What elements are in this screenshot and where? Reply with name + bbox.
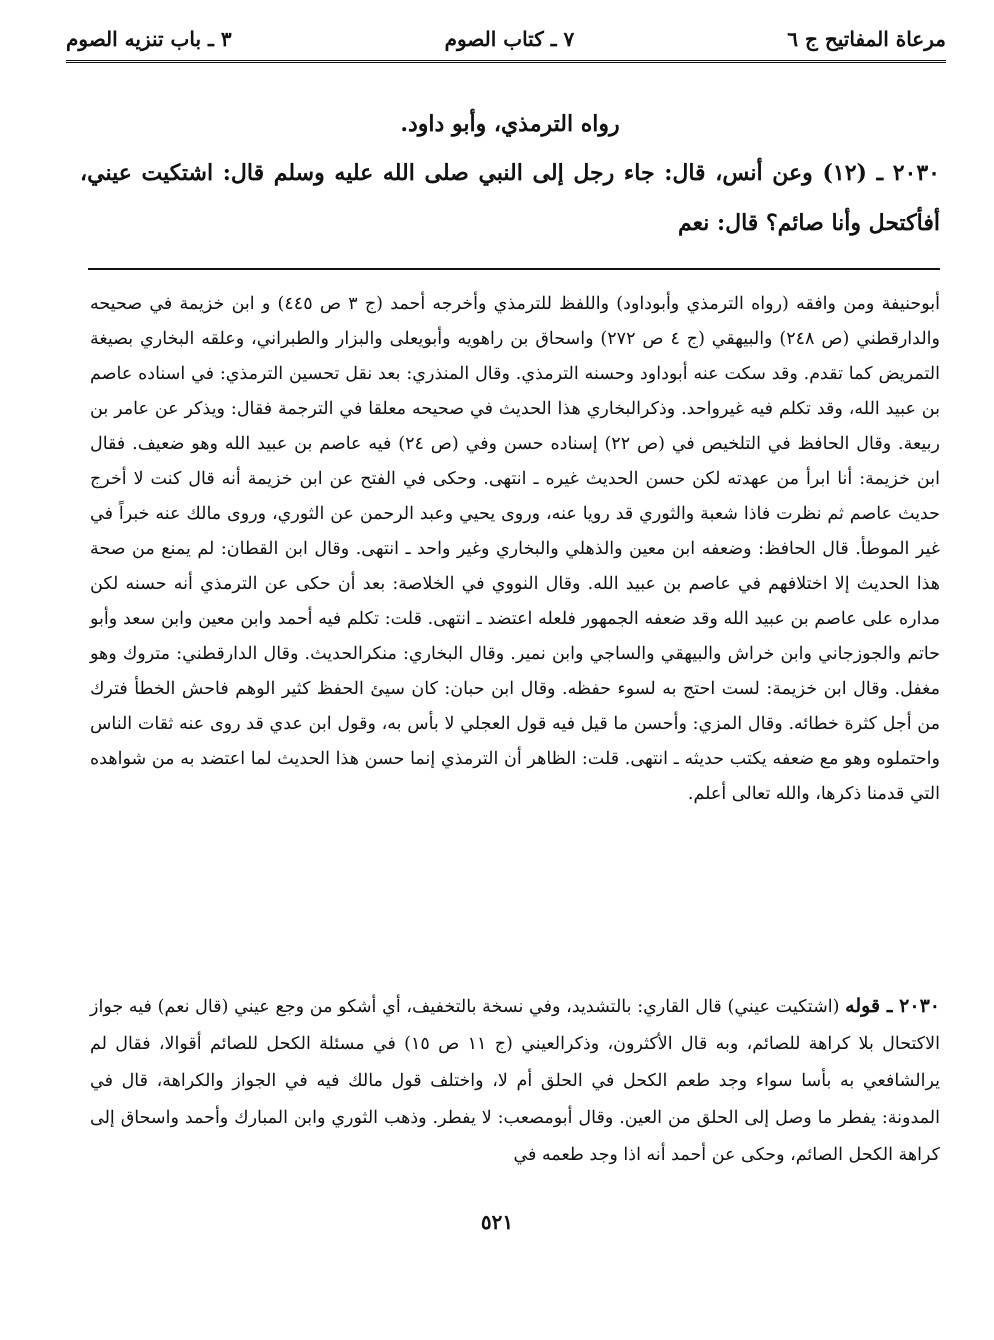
commentary-block: [90, 988, 940, 1174]
hadith-reference: رواه الترمذي، وأبو داود.: [400, 111, 620, 137]
hadith-number: ٢٠٣٠ ـ (١٢): [822, 160, 940, 186]
commentary-text: (اشتكيت عيني) قال القاري: بالتشديد، وفي نسخة بالتخفيف، أي أشكو من وجع عيني (قال نعم) فيه جواز الاكتحال بلا كراهة للصائم، وبه قال الأكثرون، وذكرالعيني (ج ١١ ص ١٥) في مسئلة الكحل للصائم أقوالا، فقال لم يرالشافعي به بأسا سواء وجد طعم الكحل في الحلق أم لا، واختلف قول مالك فيه في الجواز والكراهة، قال في المدونة: يفطر ما وصل إلى الحلق من العين. وقال أبومصعب: لا يفطر. وذهب الثوري وابن المبارك وأحمد واسحاق إلى كراهة الكحل الصائم، وحكى عن أحمد أنه اذا وجد طعمه في: [90, 997, 940, 1165]
section-separator: [88, 268, 940, 270]
commentary-lead: ٢٠٣٠ ـ قوله: [845, 995, 940, 1017]
header-rule: [66, 60, 946, 63]
takhrij-notes: [90, 287, 940, 812]
header-book-title: مرعاة المفاتيح ج ٦: [787, 27, 946, 51]
commentary-paragraph: [90, 988, 940, 1174]
header-section: ٣ ـ باب تنزيه الصوم: [66, 27, 232, 51]
running-header: [66, 18, 946, 60]
page-number: ٥٢١: [480, 1210, 514, 1234]
header-chapter: ٧ ـ كتاب الصوم: [444, 27, 575, 51]
notes-text: أبوحنيفة ومن وافقه (رواه الترمذي وأبوداود) واللفظ للترمذي وأخرجه أحمد (ج ٣ ص ٤٤٥) و ابن خزيمة في صحيحه والدارقطني (ص ٢٤٨) والبيهقي (ج ٤ ص ٢٧٢) واسحاق بن راهويه وأبويعلى والبزار والطبراني، وعلقه البخاري بصيغة التمريض كما تقدم. وقد سكت عنه أبوداود وحسنه الترمذي. وقال المنذري: بعد نقل تحسين الترمذي: في اسناده عاصم بن عبيد الله، وقد تكلم فيه غيرواحد. وذكرالبخاري هذا الحديث في صحيحه معلقا في الترجمة فقال: ويذكر عن عامر بن ربيعة. وقال الحافظ في التلخيص في (ص ٢٢) إسناده حسن وفي (ص ٢٤) فيه عاصم بن عبيد الله وهو ضعيف. فقال ابن خزيمة: أنا ابرأ من عهدته لكن حسن الحديث غيره ـ انتهى. وحكى في الفتح عن ابن خزيمة أنه قال كنت لا أخرج حديث عاصم ثم نظرت فاذا شعبة والثوري قد رويا عنه، وروى يحيي وعبد الرحمن عن الثوري، وروى مالك عنه خبراً في غير الموطأ. قال الحافظ: وضعفه ابن معين والذهلي والبخاري وغير واحد ـ انتهى. وقال ابن القطان: لم يمنع من صحة هذا الحديث إلا اختلافهم في عاصم بن عبيد الله. وقال النووي في الخلاصة: بعد أن حكى عن الترمذي أنه حسنه لكن مداره على عاصم بن عبيد الله وقد ضعفه الجمهور فلعله اعتضد ـ انتهى. قلت: تكلم فيه أحمد وابن معين وابن سعد وأبو حاتم والجوزجاني وابن خراش والبيهقي والساجي وابن نمير. وقال البخاري: منكرالحديث. وقال الدارقطني: متروك وهو مغفل. وقال ابن خزيمة: لست احتج به لسوء حفظه. وقال ابن حبان: كان سيئ الحفظ كثير الوهم فاحش الخطأ فترك من أجل كثرة خطائه. وقال المزي: وأحسن ما قيل فيه قول العجلي لا بأس به، وقول ابن عدي قد روى عنه ثقات الناس واحتملوه وهو مع ضعفه يكتب حديثه ـ انتهى. قلت: الظاهر أن الترمذي إنما حسن هذا الحديث لما اعتضد به من شواهده التي قدمنا ذكرها، والله تعالى أعلم.: [90, 294, 941, 804]
hadith-block: [80, 100, 940, 248]
hadith-text: وعن أنس، قال: جاء رجل إلى النبي صلى الله عليه وسلم قال: اشتكيت عيني، أفأكتحل وأنا صائم؟ قال: نعم: [80, 160, 940, 236]
hadith-text-line: [80, 148, 940, 248]
